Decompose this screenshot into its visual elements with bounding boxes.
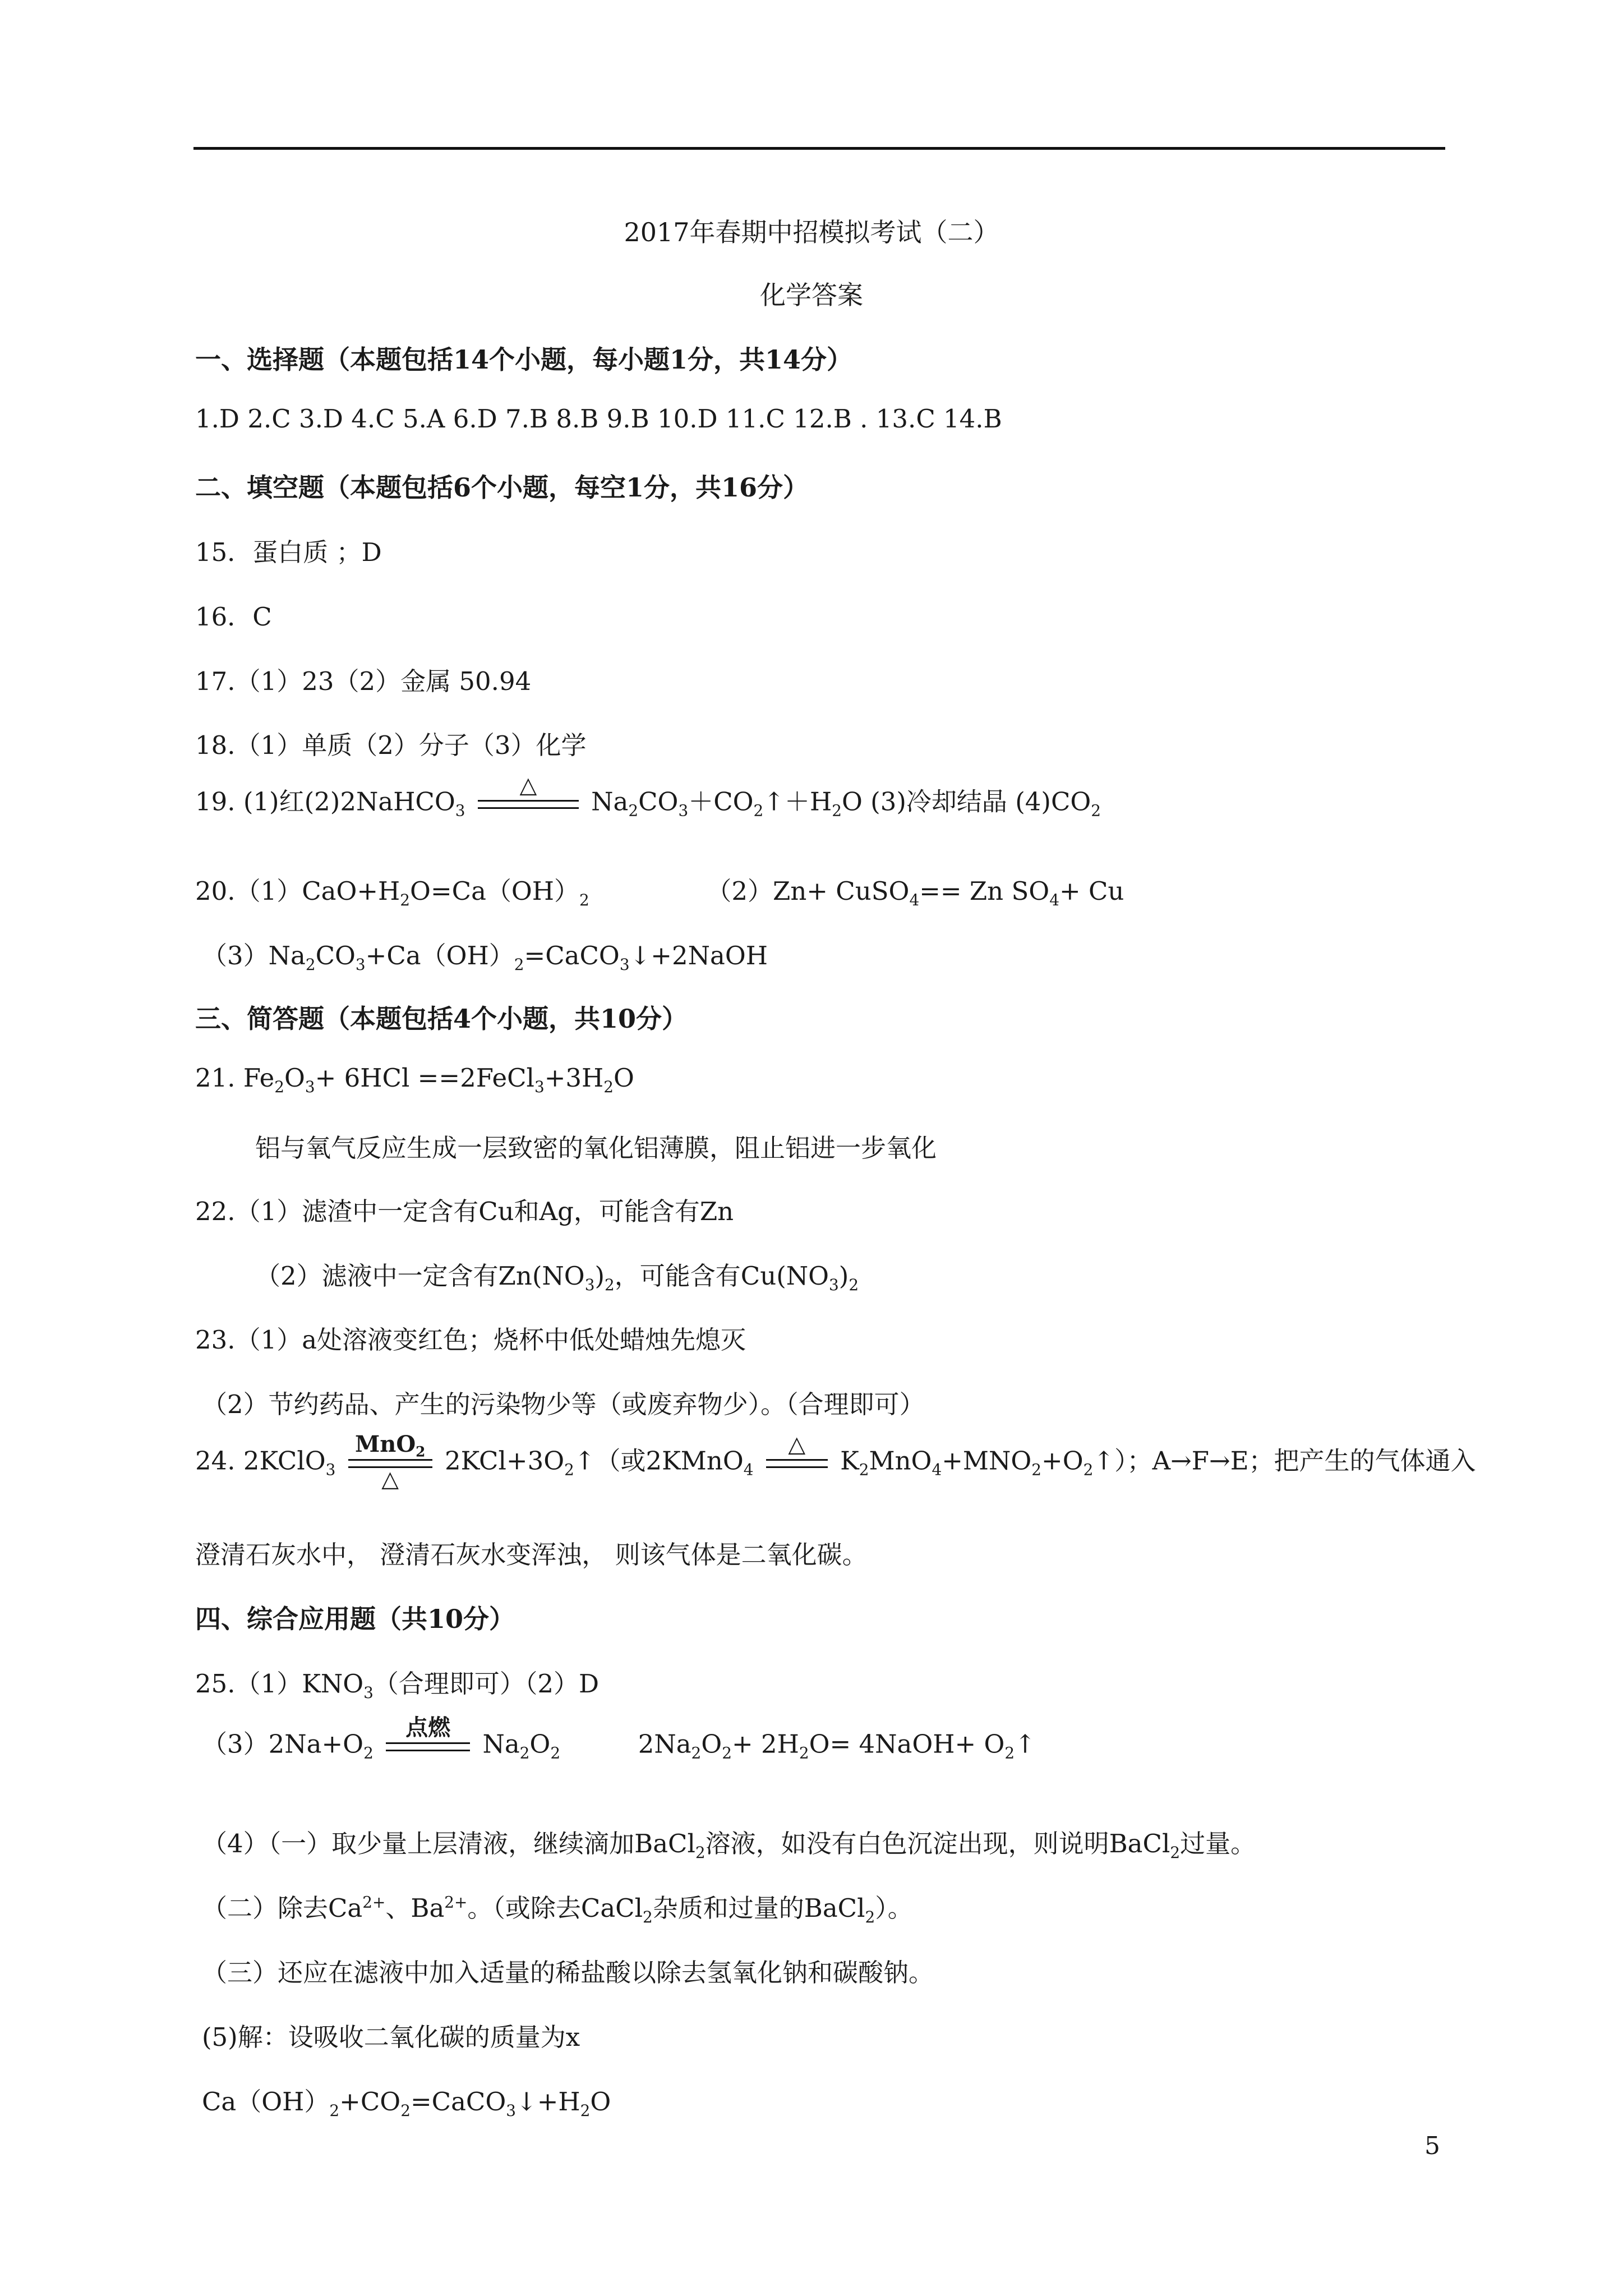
answer-25-3: $(3)2Na+O_2$ 点燃 $Na_2O_2$ $2Na_2O_2+ 2H_2O=$ 4NaOH+ $O_2↑$ bbox=[202, 1717, 1036, 1776]
answer-25-5: (5)解：设吸收二氧化碳的质量为x bbox=[202, 2022, 580, 2052]
answer-25-4-2: （二）除去$Ca^{2+}$、$Ba^{2+}$。（或除去CaCl$_2$杂质和过量的BaCl$_2$）。 bbox=[202, 1893, 913, 1926]
heat-condition: △ bbox=[478, 774, 579, 834]
answer-23-2: （2）节约药品、产生的污染物少等（或废弃物少）。（合理即可） bbox=[202, 1389, 925, 1419]
page-number: 5 bbox=[1424, 2132, 1440, 2160]
answer-17: 17.（1）23（2）金属 50.94 bbox=[195, 666, 532, 696]
catalyst-condition: MnO$_2$ △ bbox=[348, 1433, 432, 1493]
answer-21: 21. $Fe_2O_3+ 6HCl$ $==2FeCl_3+3H_2O$ bbox=[195, 1063, 634, 1096]
page-title: 2017年春期中招模拟考试（二） bbox=[624, 217, 999, 247]
answer-25-1-2: $25.(1)KNO_3$（合理即可）（2）D bbox=[195, 1669, 600, 1702]
answer-20-3: $(3)Na_2CO_3+Ca(OH)_2=CaCO_3↓+2NaOH$ bbox=[202, 941, 768, 974]
answer-25-5-equation: $Ca(OH)_2+CO_2=CaCO_3↓+H_2O$ bbox=[202, 2087, 611, 2120]
section-heading-fill: 二、填空题（本题包括6个小题，每空1分，共16分） bbox=[195, 472, 809, 503]
answer-22-1: 22.（1）滤渣中一定含有Cu和Ag，可能含有Zn bbox=[195, 1197, 734, 1226]
answer-24-continued: 澄清石灰水中， 澄清石灰水变浑浊， 则该气体是二氧化碳。 bbox=[195, 1540, 868, 1570]
answer-25-4-1: （4）（一）取少量上层清液，继续滴加BaCl$_2$溶液，如没有白色沉淀出现，则说明BaCl$_2$过量。 bbox=[202, 1829, 1256, 1862]
answer-20-1-2: $20.(1)CaO+H_2O=Ca(OH)_2$ （2）Zn+ CuSO$_4$== Zn $SO_4+ Cu$ bbox=[195, 876, 1124, 909]
heat-condition: △ bbox=[766, 1433, 828, 1493]
answer-19: 19. (1)红(2)2NaHCO$_3$ △ $Na_2CO_3+CO_2↑+H_2O$ (3)冷却结晶 $(4)CO_2$ bbox=[195, 774, 1101, 834]
answer-1-14: 1.D 2.C 3.D 4.C 5.A 6.D 7.B 8.B 9.B 10.D 11.C 12.B . 13.C 14.B bbox=[195, 404, 1002, 434]
answer-25-4-3: （三）还应在滤液中加入适量的稀盐酸以除去氢氧化钠和碳酸钠。 bbox=[202, 1958, 934, 1987]
section-heading-comprehensive: 四、综合应用题（共10分） bbox=[195, 1604, 515, 1634]
section-heading-choice: 一、选择题（本题包括14个小题，每小题1分，共14分） bbox=[195, 344, 853, 375]
answer-23-1: 23.（1）a处溶液变红色；烧杯中低处蜡烛先熄灭 bbox=[195, 1325, 746, 1355]
section-heading-short: 三、简答题（本题包括4个小题，共10分） bbox=[195, 1004, 688, 1034]
answer-24: 24. 2KClO$_3$ MnO$_2$ △ $2KCl+3O_2↑$（或2KMnO$_4$ △ $K_2MnO_4+MNO_2+O_2↑$）；A→F→E；把产生的气体通入 bbox=[195, 1431, 1476, 1492]
ignite-condition: 点燃 bbox=[386, 1717, 470, 1776]
header-rule bbox=[193, 147, 1445, 150]
answer-18: 18.（1）单质（2）分子（3）化学 bbox=[195, 730, 587, 760]
page-subtitle: 化学答案 bbox=[760, 280, 863, 310]
answer-15: 15．蛋白质 ；D bbox=[195, 537, 382, 567]
answer-22-2: （2）滤液中一定含有$Zn(NO_3)_2$，可能含有$Cu(NO_3)_2$ bbox=[255, 1261, 859, 1294]
answer-16: 16．C bbox=[195, 602, 272, 632]
answer-21-explanation: 铝与氧气反应生成一层致密的氧化铝薄膜，阻止铝进一步氧化 bbox=[255, 1133, 937, 1163]
